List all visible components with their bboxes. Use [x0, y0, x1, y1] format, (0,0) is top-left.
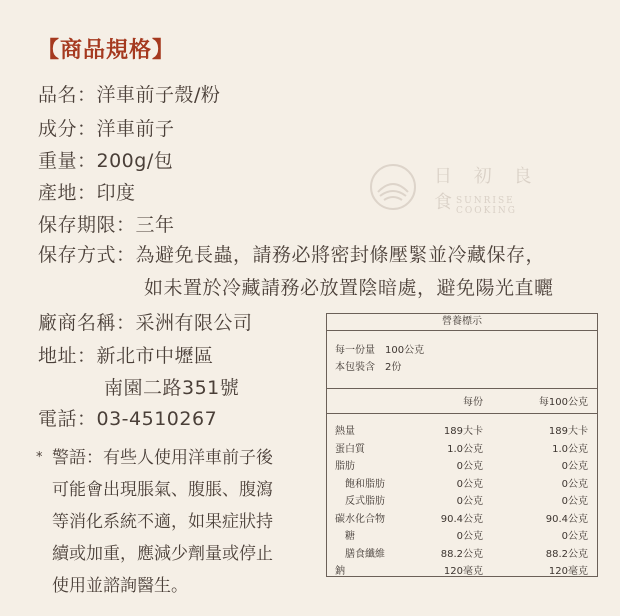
servings-per-pack: 本包裝含 2份	[335, 362, 402, 373]
spec-shelf-life: 保存期限：三年	[38, 214, 175, 236]
brand-watermark	[368, 160, 568, 216]
nutrient-per-serving: 88.2公克	[440, 548, 483, 560]
warning-line: 警語：有些人使用洋車前子後	[52, 448, 273, 468]
column-per-100g: 每100公克	[538, 397, 588, 408]
nutrition-row	[327, 420, 597, 437]
spec-name: 品名：洋車前子殼/粉	[38, 84, 221, 106]
section-title: 【商品規格】	[37, 38, 176, 63]
nutrient-name: 飽和脂肪	[335, 478, 385, 490]
nutrient-per-serving: 189大卡	[443, 426, 483, 437]
nutrient-name: 碳水化合物	[335, 513, 385, 525]
sunrise-logo-icon	[368, 162, 418, 212]
nutrient-per-serving: 1.0公克	[447, 443, 483, 455]
nutrition-column-header	[327, 388, 597, 409]
nutrient-per-serving: 0公克	[456, 531, 483, 542]
nutrient-per-100g: 0公克	[561, 461, 588, 472]
nutrition-rows	[327, 413, 597, 576]
nutrition-row	[327, 508, 597, 525]
warning-line: 可能會出現脹氣、腹脹、腹瀉	[52, 480, 273, 500]
spec-phone: 電話：03-4510267	[38, 408, 218, 430]
warning-line: 續或加重，應減少劑量或停止	[52, 544, 273, 564]
spec-origin: 產地：印度	[38, 182, 136, 204]
nutrient-per-serving: 120毫克	[443, 566, 483, 577]
nutrient-per-serving: 0公克	[456, 496, 483, 507]
brand-name: 日 初 良 食	[434, 166, 540, 213]
nutrient-per-serving: 90.4公克	[440, 513, 483, 525]
spec-ingredient: 成分：洋車前子	[38, 118, 175, 140]
column-per-serving: 每份	[463, 397, 483, 408]
nutrient-per-100g: 120毫克	[548, 566, 588, 577]
spec-storage-line1: 保存方式：為避免長蟲，請務必將密封條壓緊並冷藏保存，	[38, 244, 546, 266]
nutrient-per-100g: 189大卡	[548, 426, 588, 437]
nutrient-name: 反式脂肪	[335, 496, 385, 507]
brand-subtitle: SUNRISE COOKING	[456, 196, 517, 216]
nutrition-serving-info	[335, 342, 424, 376]
nutrition-row	[327, 560, 597, 577]
nutrient-per-100g: 1.0公克	[552, 443, 588, 455]
nutrition-row	[327, 490, 597, 507]
warning-text	[36, 442, 316, 602]
nutrient-name: 糖	[335, 531, 355, 542]
nutrient-per-serving: 0公克	[456, 461, 483, 472]
nutrient-per-serving: 0公克	[456, 478, 483, 490]
serving-size: 每一份量 100公克	[335, 345, 425, 356]
nutrition-row	[327, 438, 597, 455]
nutrition-facts-table	[326, 313, 598, 577]
nutrient-name: 熱量	[335, 426, 355, 437]
warning-line: 等消化系統不適，如果症狀持	[52, 512, 273, 532]
nutrient-per-100g: 0公克	[561, 531, 588, 542]
nutrient-name: 脂肪	[335, 461, 355, 472]
nutrient-per-100g: 0公克	[561, 496, 588, 507]
nutrient-name: 蛋白質	[335, 443, 365, 455]
spec-address-line2: 南園二路351號	[104, 377, 240, 399]
spec-storage-line2: 如未置於冷藏請務必放置陰暗處，避免陽光直曬	[144, 277, 554, 299]
nutrition-title: 營養標示	[327, 314, 597, 331]
nutrition-row	[327, 543, 597, 560]
nutrient-per-100g: 0公克	[561, 478, 588, 490]
nutrient-per-100g: 90.4公克	[545, 513, 588, 525]
nutrient-per-100g: 88.2公克	[545, 548, 588, 560]
spec-maker: 廠商名稱：采洲有限公司	[38, 312, 253, 334]
nutrient-name: 膳食纖維	[335, 548, 385, 560]
warning-star: *	[36, 450, 43, 465]
spec-weight: 重量：200g/包	[38, 150, 174, 172]
nutrient-name: 鈉	[335, 566, 345, 577]
nutrition-row	[327, 473, 597, 490]
nutrition-row	[327, 455, 597, 472]
nutrition-row	[327, 525, 597, 542]
spec-address-line1: 地址：新北市中壢區	[38, 345, 214, 367]
warning-line: 使用並諮詢醫生。	[52, 576, 188, 596]
